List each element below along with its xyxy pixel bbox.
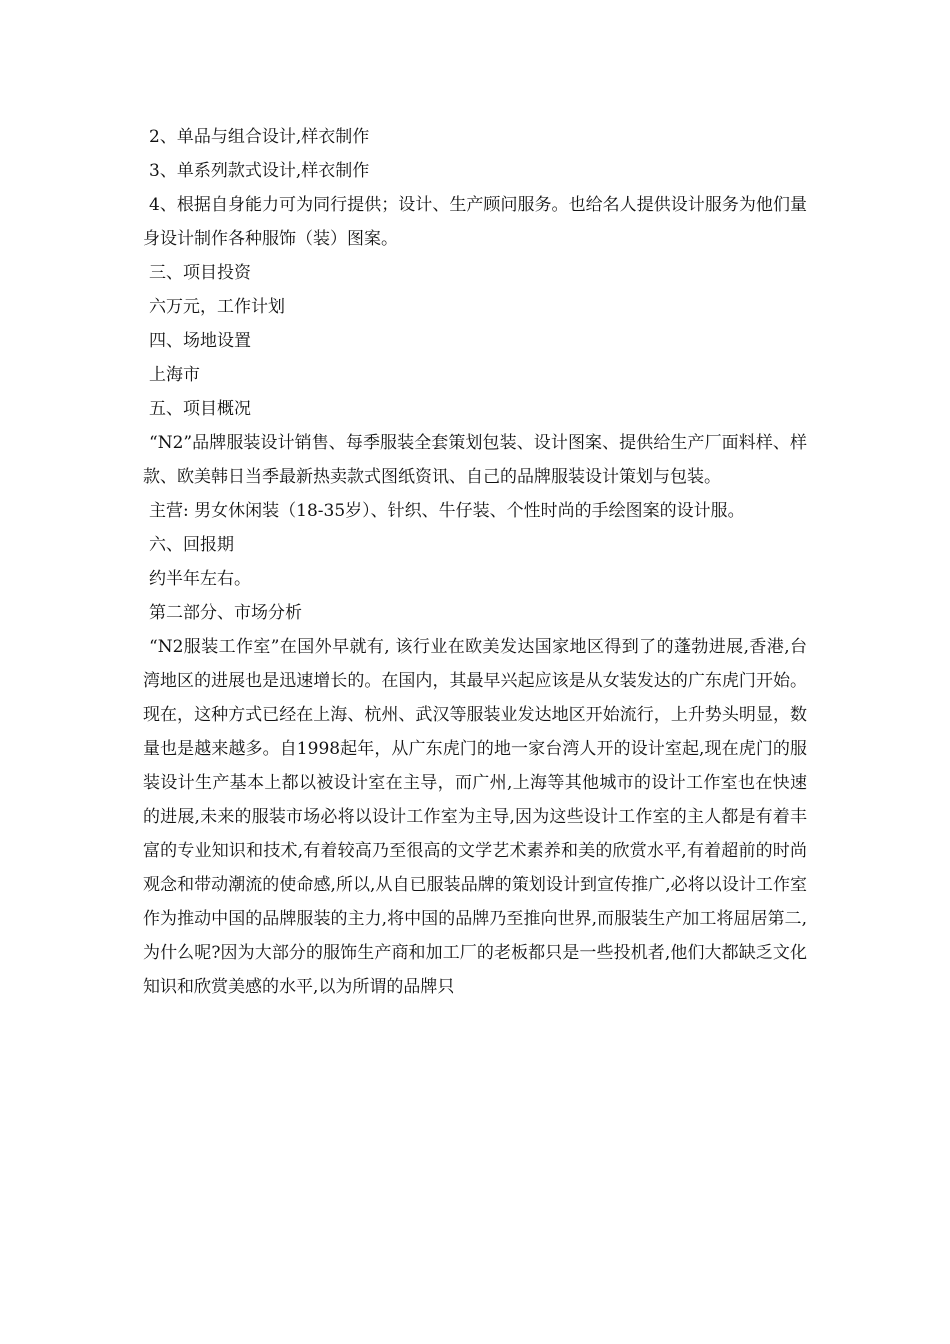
section-body-investment: 六万元，工作计划 bbox=[149, 297, 285, 317]
list-item-3: 3、单系列款式设计,样衣制作 bbox=[149, 161, 370, 181]
section-body-payback: 约半年左右。 bbox=[149, 569, 251, 589]
main-business-paragraph: 主营: 男女休闲装（18-35岁）、针织、牛仔装、个性时尚的手绘图案的设计服。 bbox=[149, 501, 745, 521]
section-heading-venue: 四、场地设置 bbox=[149, 331, 251, 351]
overview-paragraph: “N2”品牌服装设计销售、每季服装全套策划包装、设计图案、提供给生产厂面料样、样款、欧美韩日当季最新热卖款式图纸资讯、自己的品牌服装设计策划与包装。 bbox=[143, 433, 807, 487]
section-heading-investment: 三、项目投资 bbox=[149, 263, 251, 283]
section-heading-overview: 五、项目概况 bbox=[149, 399, 251, 419]
market-analysis-paragraph: “N2服装工作室”在国外早就有, 该行业在欧美发达国家地区得到了的蓬勃进展,香港,台湾地区的进展也是迅速增长的。在国内，其最早兴起应该是从女装发达的广东虎门开始。现在，这种方式已经在上海、杭州、武汉等服装业发达地区开始流行，上升势头明显，数量也是越来越多。自1998起年，从广东虎门的地一家台湾人开的设计室起,现在虎门的服装设计生产基本上都以被设计室在主导，而广州,上海等其他城市的设计工作室也在快速的进展,未来的服装市场必将以设计工作室为主导,因为这些设计工作室的主人都是有着丰富的专业知识和技术,有着较高乃至很高的文学艺术素养和美的欣赏水平,有着超前的时尚观念和带动潮流的使命感,所以,从自已服装品牌的策划设计到宣传推广,必将以设计工作室作为推动中国的品牌服装的主力,将中国的品牌乃至推向世界,而服装生产加工将屈居第二,为什么呢?因为大部分的服饰生产商和加工厂的老板都只是一些投机者,他们大都缺乏文化知识和欣赏美感的水平,以为所谓的品牌只 bbox=[143, 637, 807, 997]
list-item-2: 2、单品与组合设计,样衣制作 bbox=[149, 127, 370, 147]
section-body-venue: 上海市 bbox=[149, 365, 200, 385]
document-body bbox=[143, 120, 807, 1004]
section-heading-payback: 六、回报期 bbox=[149, 535, 234, 555]
list-item-4: 4、根据自身能力可为同行提供；设计、生产顾问服务。也给名人提供设计服务为他们量身设计制作各种服饰（装）图案。 bbox=[143, 195, 807, 249]
part-heading-market-analysis: 第二部分、市场分析 bbox=[149, 603, 302, 623]
